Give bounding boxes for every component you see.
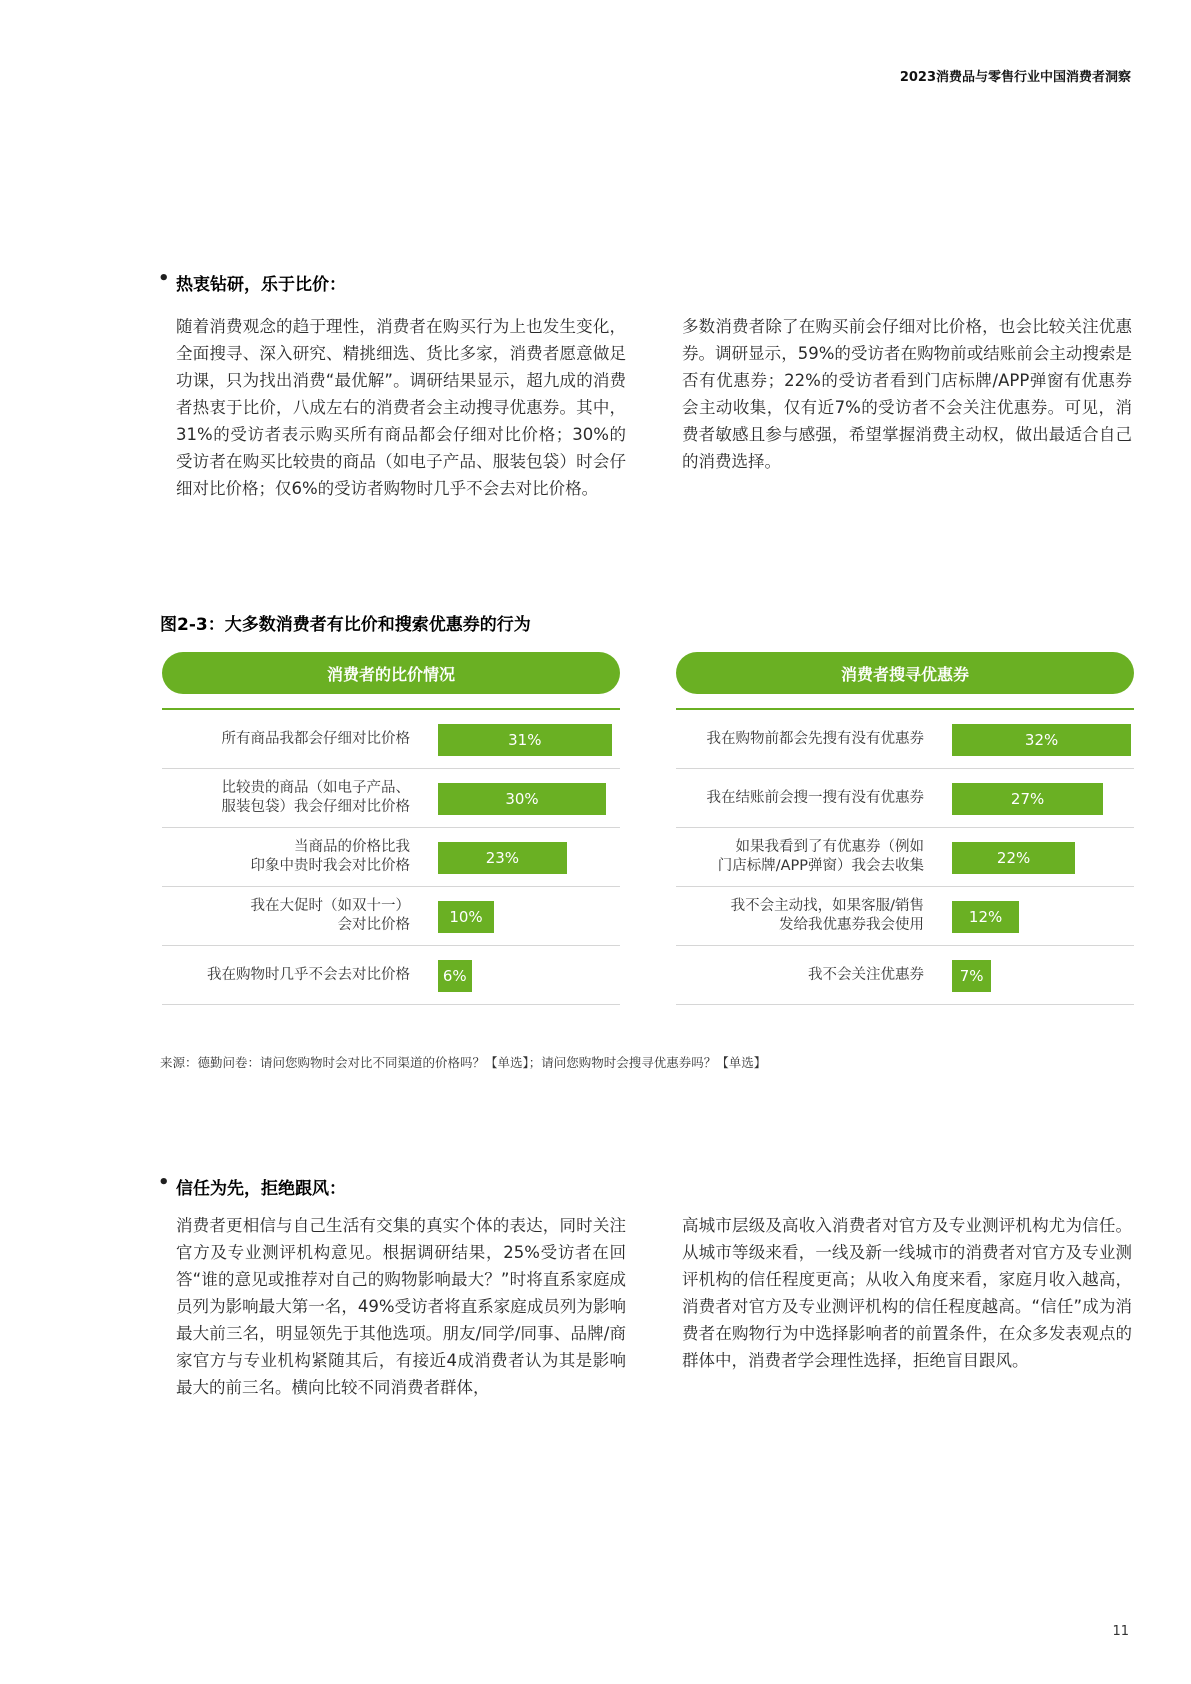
- chart-row: [676, 946, 1134, 1005]
- bar-value-label: 30%: [505, 790, 539, 808]
- chart-panel-price-comparison: [162, 652, 620, 1005]
- bar-value-label: 10%: [449, 908, 483, 926]
- bar-value-label: 31%: [508, 731, 542, 749]
- chart-title-pill: 消费者的比价情况: [162, 652, 620, 694]
- bar-category-label: 我在结账前会搜一搜有没有优惠券: [706, 789, 924, 806]
- chart-row: [676, 828, 1134, 887]
- figure-source: 来源：德勤问卷：请问您购物时会对比不同渠道的价格吗？【单选】；请问您购物时会搜寻优惠券吗？【单选】: [160, 1055, 767, 1070]
- paragraph-left-1: 随着消费观念的趋于理性，消费者在购买行为上也发生变化，全面搜寻、深入研究、精挑细选、货比多家，消费者愿意做足功课，只为找出消费“最优解”。调研结果显示，超九成的消费者热衷于比价，八成左右的消费者会主动搜寻优惠券。其中，31%的受访者表示购买所有商品都会仔细对比价格；30%的受访者在购买比较贵的商品（如电子产品、服装包袋）时会仔细对比价格；仅6%的受访者购物时几乎不会去对比价格。: [176, 317, 626, 498]
- bar: [952, 724, 1131, 756]
- chart-row: [676, 887, 1134, 946]
- bar: [438, 783, 606, 815]
- bar-category-label: 比较贵的商品（如电子产品、 服装包袋）我会仔细对比价格: [221, 780, 410, 815]
- figure-title: 图2-3：大多数消费者有比价和搜索优惠券的行为: [160, 615, 531, 635]
- chart-panel-coupon-search: [676, 652, 1134, 1005]
- bar-value-label: 23%: [485, 849, 520, 867]
- bar-category-label: 我在购物时几乎不会去对比价格: [207, 966, 410, 983]
- bar: [952, 783, 1103, 815]
- bullet-dot: •: [158, 1172, 170, 1193]
- section-heading-price-comparison: 热衷钻研，乐于比价：: [176, 275, 346, 295]
- bar-category-label: 我在购物前都会先搜有没有优惠券: [706, 730, 924, 747]
- chart-row: [162, 769, 620, 828]
- section-heading-trust: 信任为先，拒绝跟风：: [176, 1179, 346, 1199]
- bar-category-label: 当商品的价格比我 印象中贵时我会对比价格: [250, 839, 410, 874]
- bar: [438, 842, 567, 874]
- bar: [952, 901, 1019, 933]
- bar-value-label: 12%: [968, 908, 1003, 926]
- bullet-dot: •: [158, 268, 170, 289]
- page-number: 11: [1112, 1624, 1129, 1639]
- paragraph-right-1: 多数消费者除了在购买前会仔细对比价格，也会比较关注优惠券。调研显示，59%的受访者在购物前或结账前会主动搜索是否有优惠券；22%的受访者看到门店标牌/APP弹窗有优惠券会主动收集，仅有近7%的受访者不会关注优惠券。可见，消费者敏感且参与感强，希望掌握消费主动权，做出最适合自己的消费选择。: [682, 317, 1132, 471]
- bar-category-label: 我不会关注优惠券: [808, 966, 924, 983]
- paragraph-left-2: 消费者更相信与自己生活有交集的真实个体的表达，同时关注官方及专业测评机构意见。根据调研结果，25%受访者在回答“谁的意见或推荐对自己的购物影响最大？”时将直系家庭成员列为影响最大第一名，49%受访者将直系家庭成员列为影响最大前三名，明显领先于其他选项。朋友/同学/同事、品牌/商家官方与专业机构紧随其后，有接近4成消费者认为其是影响最大的前三名。横向比较不同消费者群体，: [176, 1216, 626, 1397]
- bar: [438, 724, 612, 756]
- bar-value-label: 27%: [1010, 790, 1045, 808]
- chart-row: [162, 710, 620, 769]
- report-header-title: 2023消费品与零售行业中国消费者洞察: [899, 70, 1131, 85]
- bar-category-label: 所有商品我都会仔细对比价格: [221, 730, 410, 747]
- bar-category-label: 我在大促时（如双十一） 会对比价格: [250, 898, 410, 933]
- bar: [438, 960, 472, 992]
- bar: [952, 842, 1075, 874]
- chart-row: [676, 710, 1134, 769]
- chart-row: [676, 769, 1134, 828]
- paragraph-right-2: 高城市层级及高收入消费者对官方及专业测评机构尤为信任。从城市等级来看，一线及新一线城市的消费者对官方及专业测评机构的信任程度更高；从收入角度来看，家庭月收入越高，消费者对官方及专业测评机构的信任程度越高。“信任”成为消费者在购物行为中选择影响者的前置条件，在众多发表观点的群体中，消费者学会理性选择，拒绝盲目跟风。: [682, 1216, 1132, 1370]
- chart-rows: [676, 710, 1134, 1005]
- chart-row: [162, 946, 620, 1005]
- bar-value-label: 6%: [442, 967, 467, 985]
- chart-row: [162, 828, 620, 887]
- bar-category-label: 我不会主动找，如果客服/销售 发给我优惠券我会使用: [730, 898, 924, 933]
- bar: [952, 960, 991, 992]
- chart-title-pill: 消费者搜寻优惠券: [676, 652, 1134, 694]
- chart-rows: [162, 710, 620, 1005]
- chart-row: [162, 887, 620, 946]
- bar-value-label: 7%: [959, 967, 984, 985]
- bar: [438, 901, 494, 933]
- bar-value-label: 32%: [1024, 731, 1059, 749]
- bar-value-label: 22%: [996, 849, 1031, 867]
- bar-category-label: 如果我看到了有优惠券（例如 门店标牌/APP弹窗）我会去收集: [717, 839, 924, 874]
